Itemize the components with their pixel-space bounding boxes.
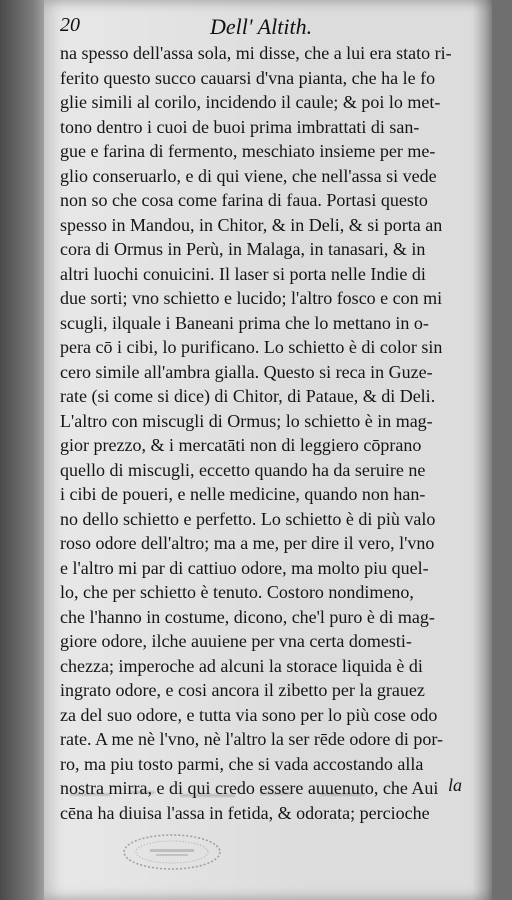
text-line: lo, che per schietto è tenuto. Costoro nondimeno, <box>60 582 414 602</box>
text-line: glie simili al corilo, incidendo il caule; & poi lo met- <box>60 92 441 112</box>
text-line: ferito questo succo cauarsi d'vna pianta, che ha le fo <box>60 67 436 88</box>
text-line: giore odore, ilche auuiene per vna certa domesti- <box>60 631 412 651</box>
text-line: altri luochi conuicini. Il laser si porta nelle Indie di <box>60 263 426 284</box>
text-line: no dello schietto e perfetto. Lo schietto è di più valo <box>60 508 436 529</box>
text-line: rate. A me nè l'vno, nè l'altro la ser rēde odore di por- <box>60 729 443 749</box>
text-line: gior prezzo, & i mercatāti non di leggiero cōprano <box>60 435 422 455</box>
page-header <box>60 14 480 40</box>
text-line: glio conseruarlo, e di qui viene, che nell'assa si vede <box>60 165 437 186</box>
bleed-through-marks <box>60 785 420 805</box>
text-line: cēna ha diuisa l'assa in fetida, & odorata; percioche <box>60 802 430 823</box>
text-line: che l'hanno in costume, dicono, che'l puro è di mag- <box>60 606 435 627</box>
text-line: cora di Ormus in Perù, in Malaga, in tanasari, & in <box>60 239 426 259</box>
text-line: i cibi de poueri, e nelle medicine, quando non han- <box>60 484 426 504</box>
text-line: roso odore dell'altro; ma a me, per dire il vero, l'vno <box>60 533 435 553</box>
text-line: spesso in Mandou, in Chitor, & in Deli, & si porta an <box>60 214 443 235</box>
text-line: za del suo odore, e tutta via sono per lo più cose odo <box>60 704 438 725</box>
text-line: nostra mirra, e di qui credo essere auuenuto, che Aui <box>60 778 439 798</box>
text-line: chezza; imperoche ad alcuni la storace liquida è di <box>60 655 423 676</box>
text-line: ingrato odore, e cosi ancora il zibetto per la grauez <box>60 680 425 700</box>
text-line: due sorti; vno schietto e lucido; l'altro fosco e con mi <box>60 288 443 308</box>
library-stamp-icon <box>120 832 224 872</box>
text-line: na spesso dell'assa sola, mi disse, che a lui era stato ri- <box>60 43 452 63</box>
text-line: quello di miscugli, eccetto quando ha da seruire ne <box>60 459 426 480</box>
text-line: L'altro con miscugli di Ormus; lo schietto è in mag- <box>60 410 433 431</box>
page-number: 20 <box>60 14 80 36</box>
bleed-through-text <box>60 785 420 805</box>
running-head: Dell' Altith. <box>210 14 313 39</box>
text-line: rate (si come si dice) di Chitor, di Pataue, & di Deli. <box>60 386 436 406</box>
text-line: tono dentro i cuoi de buoi prima imbrattati di san- <box>60 116 420 137</box>
body-text <box>60 41 470 825</box>
text-line: gue e farina di fermento, meschiato insieme per me- <box>60 141 436 161</box>
text-line: pera cō i cibi, lo purificano. Lo schietto è di color sin <box>60 337 443 357</box>
page-edge-shadow <box>472 0 492 900</box>
text-line: scugli, ilquale i Baneani prima che lo mettano in o- <box>60 312 429 333</box>
text-line: non so che cosa come farina di faua. Portasi questo <box>60 190 428 210</box>
text-line: ro, ma piu tosto parmi, che si vada accostando alla <box>60 753 424 774</box>
text-line: cero simile all'ambra gialla. Questo si reca in Guze- <box>60 361 433 382</box>
text-line: e l'altro mi par di cattiuo odore, ma molto piu quel- <box>60 557 429 578</box>
catchword: la <box>448 775 463 795</box>
